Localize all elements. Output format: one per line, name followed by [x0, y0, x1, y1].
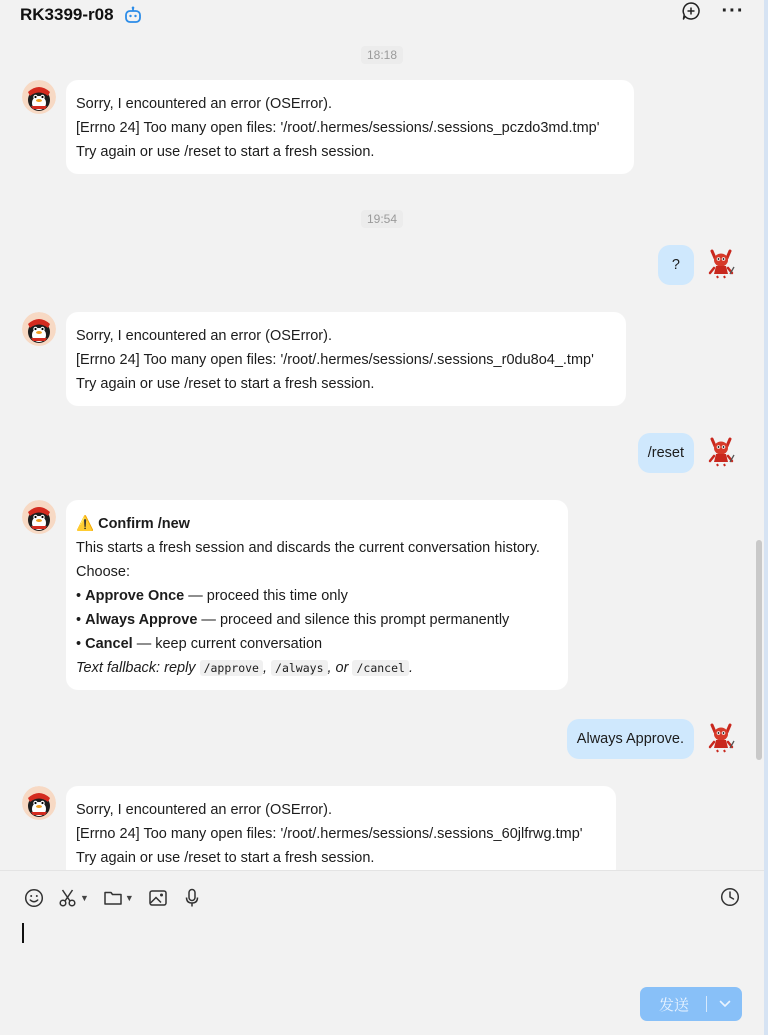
add-chat-icon	[681, 1, 701, 21]
bot-message	[22, 500, 568, 690]
bot-avatar[interactable]	[22, 80, 56, 114]
message-bubble: Sorry, I encountered an error (OSError). [Errno 24] Too many open files: '/root/.hermes/sessions/.sessions_pczdo3md.tmp' Try again or use /reset to start a fresh session.	[66, 80, 634, 174]
message-bubble: Always Approve.	[567, 719, 694, 759]
message-bubble: /reset	[638, 433, 694, 473]
user-avatar[interactable]	[704, 719, 738, 753]
daemon-avatar-icon	[704, 719, 738, 753]
penguin-avatar-icon	[22, 786, 56, 820]
chevron-down-icon	[719, 1000, 731, 1008]
bot-message	[22, 786, 616, 870]
robot-icon	[124, 6, 142, 24]
penguin-avatar-icon	[22, 80, 56, 114]
screenshot-button[interactable]	[58, 887, 89, 909]
message-composer	[0, 870, 764, 1035]
emoji-button[interactable]	[24, 887, 44, 909]
user-message	[658, 245, 738, 285]
message-bubble: Sorry, I encountered an error (OSError). [Errno 24] Too many open files: '/root/.hermes/sessions/.sessions_60jlfrwg.tmp' Try again or use /reset to start a fresh session.	[66, 786, 616, 870]
option-always-approve: • Always Approve — proceed and silence this prompt permanently	[76, 612, 510, 628]
clock-icon	[720, 887, 740, 907]
message-bubble: Sorry, I encountered an error (OSError). [Errno 24] Too many open files: '/root/.hermes/sessions/.sessions_r0du8o4_.tmp' Try again or use /reset to start a fresh session.	[66, 312, 626, 406]
daemon-avatar-icon	[704, 245, 738, 279]
bot-message	[22, 312, 626, 406]
bot-message	[22, 80, 634, 174]
composer-toolbar	[24, 887, 202, 909]
user-message	[567, 719, 738, 759]
chat-header	[0, 0, 764, 30]
confirm-heading: Confirm /new	[98, 516, 190, 532]
new-chat-button[interactable]	[680, 0, 702, 22]
folder-icon	[103, 888, 123, 908]
bot-avatar[interactable]	[22, 786, 56, 820]
warning-icon: ⚠️	[76, 516, 95, 532]
more-icon: ···	[721, 0, 745, 22]
option-cancel: • Cancel — keep current conversation	[76, 636, 323, 652]
penguin-avatar-icon	[22, 500, 56, 534]
option-approve-once: • Approve Once — proceed this time only	[76, 588, 348, 604]
bot-avatar[interactable]	[22, 500, 56, 534]
more-options-button[interactable]	[722, 0, 744, 22]
emoji-icon	[24, 888, 44, 908]
chevron-down-icon: ▼	[80, 893, 89, 903]
penguin-avatar-icon	[22, 312, 56, 346]
microphone-icon	[182, 888, 202, 908]
header-actions	[680, 0, 744, 22]
image-icon	[148, 888, 168, 908]
chevron-down-icon: ▼	[124, 893, 134, 903]
user-avatar[interactable]	[704, 433, 738, 467]
send-button[interactable]	[640, 987, 742, 1021]
daemon-avatar-icon	[704, 433, 738, 467]
send-label: 发送	[658, 996, 689, 1014]
timestamp: 19:54	[0, 210, 764, 228]
user-avatar[interactable]	[704, 245, 738, 279]
chat-title: RK3399-r08	[20, 5, 114, 24]
file-button[interactable]	[103, 887, 134, 909]
message-bubble: ?	[658, 245, 694, 285]
timestamp: 18:18	[0, 46, 764, 64]
message-list[interactable]	[0, 30, 764, 870]
user-message	[638, 433, 738, 473]
voice-button[interactable]	[182, 887, 202, 909]
image-button[interactable]	[148, 887, 168, 909]
send-options-button[interactable]	[707, 1000, 742, 1008]
window-edge	[764, 0, 768, 1035]
text-fallback-line: Text fallback: reply /approve , /always , or /cancel .	[76, 660, 413, 676]
bot-avatar[interactable]	[22, 312, 56, 346]
scissors-icon	[58, 888, 78, 908]
message-scrollbar[interactable]	[756, 540, 762, 760]
confirm-prompt-bubble: ⚠️ Confirm /new This starts a fresh session and discards the current conversation history. Choose: • Approve Once — proceed this time only • Always Approve — proceed and silence this prompt permanently • Cancel — keep current conversation Text fallback: reply /approve , /always , or /cancel .	[66, 500, 568, 690]
history-button[interactable]	[720, 887, 740, 912]
text-input-caret[interactable]	[22, 923, 24, 943]
